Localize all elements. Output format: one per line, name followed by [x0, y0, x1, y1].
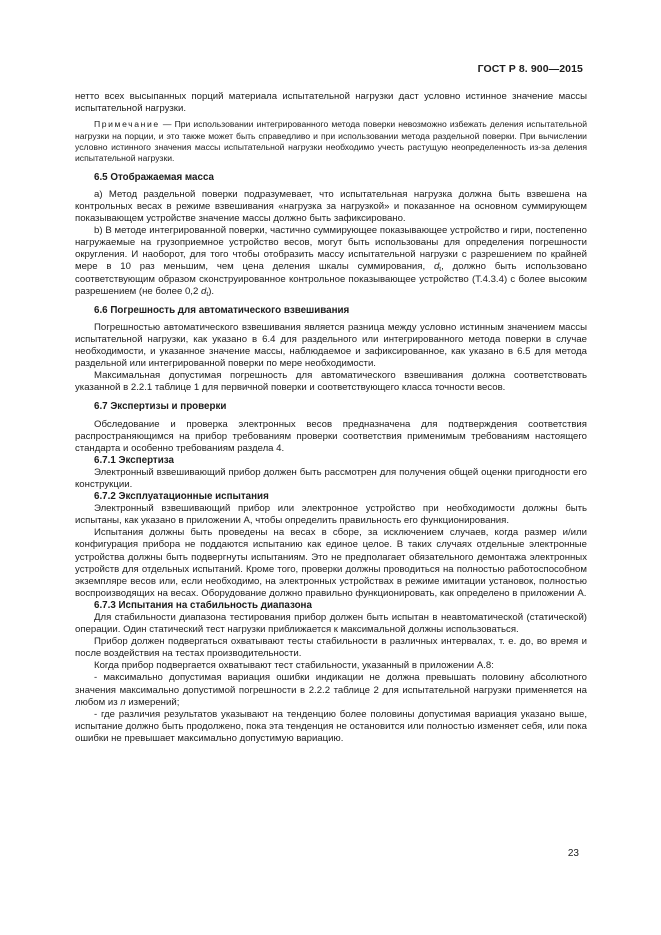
section-6-6-para-2: Максимальная допустимая погрешность для автоматического взвешивания должна соответствовать указанной в 2.2.1 таблице 1 для первичной поверки и соответствующего класса точности весов.: [75, 370, 587, 394]
section-6-5-title: 6.5 Отображаемая масса: [94, 171, 214, 183]
section-6-7-3-bullet-1: [75, 672, 587, 708]
page-number: 23: [567, 848, 579, 859]
section-6-6-para-1: Погрешностью автоматического взвешивания является разница между условно истинным значением массы испытательной нагрузки, как указано в 6.4 для раздельного или интегрированного метода поверки в случае необходимости, и указанное значение массы, наблюдаемое и зафиксированное, как указано в 6.5 для метода раздельной или интегрированной поверки по мере необходимости.: [75, 321, 587, 370]
n-variable: n: [120, 696, 126, 708]
section-6-7-2-title: 6.7.2 Эксплуатационные испытания: [94, 491, 269, 503]
section-6-7-3-bullet-2: - где различия результатов указывают на тенденцию более половины допустимая вариация указано выше, испытание должно быть продолжено, пока эта тенденция не остановится или полностью изменяет себя, или пока ошибки не превышает максимально допустимую вариацию.: [75, 708, 587, 744]
item-b-part2: , должно быть использовано соответствующим образом сконструированное контрольное показывающее устройство (Т.4.3.4) с более высоким разрешением (не более 0,2: [75, 261, 587, 297]
section-6-5-item-b: [75, 225, 587, 298]
bullet-1-part1: - максимально допустимая вариация ошибки индикации не должна превышать половину абсолютного значения максимально допустимой погрешности в 2.2.2 таблице 2 для испытательной нагрузки применяется на любом из: [75, 672, 587, 708]
note-paragraph: [75, 119, 587, 165]
section-6-7-1-title: 6.7.1 Экспертиза: [94, 454, 174, 466]
section-6-7-3-title: 6.7.3 Испытания на стабильность диапазона: [94, 599, 312, 611]
note-label: Примечание: [94, 119, 160, 130]
dt-variable-2: d: [200, 285, 207, 297]
section-6-7-2-para-1: Электронный взвешивающий прибор или электронное устройство при необходимости должны быть испытаны, как указано в приложении А, чтобы определить правильность его функционирования.: [75, 503, 587, 527]
section-6-7-1-para: Электронный взвешивающий прибор должен быть рассмотрен для получения общей оценки пригодности его конструкции.: [75, 466, 587, 490]
section-6-7-3-para-3: Когда прибор подвергается охватывают тест стабильности, указанный в приложении А.8:: [94, 660, 494, 672]
dt-subscript-2: t: [206, 290, 209, 298]
dt-subscript: t: [439, 266, 442, 274]
section-6-7-title: 6.7 Экспертизы и проверки: [94, 401, 227, 413]
section-6-7-2-para-2: Испытания должны быть проведены на весах в сборе, за исключением случаев, когда размер и/или конфигурация прибора не поддаются испытанию как единое целое. В таких случаях отдельные электронные устройства должны быть подвергнуты испытаниям. Это не предполагает обязательного демонтажа электронных устройств для отдельных испытаний. Кроме того, проверки должны проводиться на полностью работоспособном экземпляре весов или, если необходимо, на электронных устройствах в режиме имитации установок, полностью воспроизводящих на весах. Оборудование должно правильно функционировать, как определено в приложении А.: [75, 527, 587, 599]
section-6-6-title: 6.6 Погрешность для автоматического взвешивания: [94, 304, 350, 316]
section-6-7-3-para-2: Прибор должен подвергаться охватывают тесты стабильности в различных интервалах, т. е. до, во время и после воздействия на тестах производительности.: [75, 636, 587, 660]
item-b-part3: ).: [208, 285, 215, 297]
bullet-1-part2: измерений;: [125, 696, 180, 708]
item-b-part1: b) В методе интегрированной поверки, частично суммирующее показывающее устройство и гири, постепенно нагружаемые на грузоприемное устройство весов, могут быть использованы для определения погрешности округления. И наоборот, для того чтобы отобразить массу испытательной нагрузки с разрешением по крайней мере в 10 раз меньшим, чем цена деления шкалы суммирования,: [75, 225, 587, 273]
intro-paragraph: нетто всех высыпанных порций материала испытательной нагрузки даст условно истинное значение массы испытательной нагрузки.: [75, 91, 587, 115]
standard-header: ГОСТ Р 8. 900—2015: [477, 63, 583, 75]
section-6-7-para-1: Обследование и проверка электронных весов предназначена для подтверждения соответствия распространяющимся на прибор требованиям проверки соответствия применимым требованиям настоящего стандарта и особенно требованиям раздела 4.: [75, 418, 587, 454]
dt-variable: d: [433, 261, 440, 273]
section-6-5-item-a: а) Метод раздельной поверки подразумевает, что испытательная нагрузка должна быть взвешена на контрольных весах в режиме взвешивания «нагрузка за нагрузкой» и показанное на основном суммирующем показывающем устройстве значение массы должно быть зафиксировано.: [75, 188, 587, 225]
page-content: [75, 91, 587, 745]
note-text: — При использовании интегрированного метода поверки невозможно избежать деления испытательной нагрузки на порции, и это также может быть справедливо и при использовании метода раздельной поверки. При вычислении условно истинного значения массы испытательной нагрузки необходимо учесть растущую неопределенность из-за деления испытательной нагрузки.: [75, 119, 587, 164]
section-6-7-3-para-1: Для стабильности диапазона тестирования прибор должен быть испытан в неавтоматической (статической) операции. Один статический тест нагрузки приближается к максимальной должны использоваться.: [75, 612, 587, 636]
